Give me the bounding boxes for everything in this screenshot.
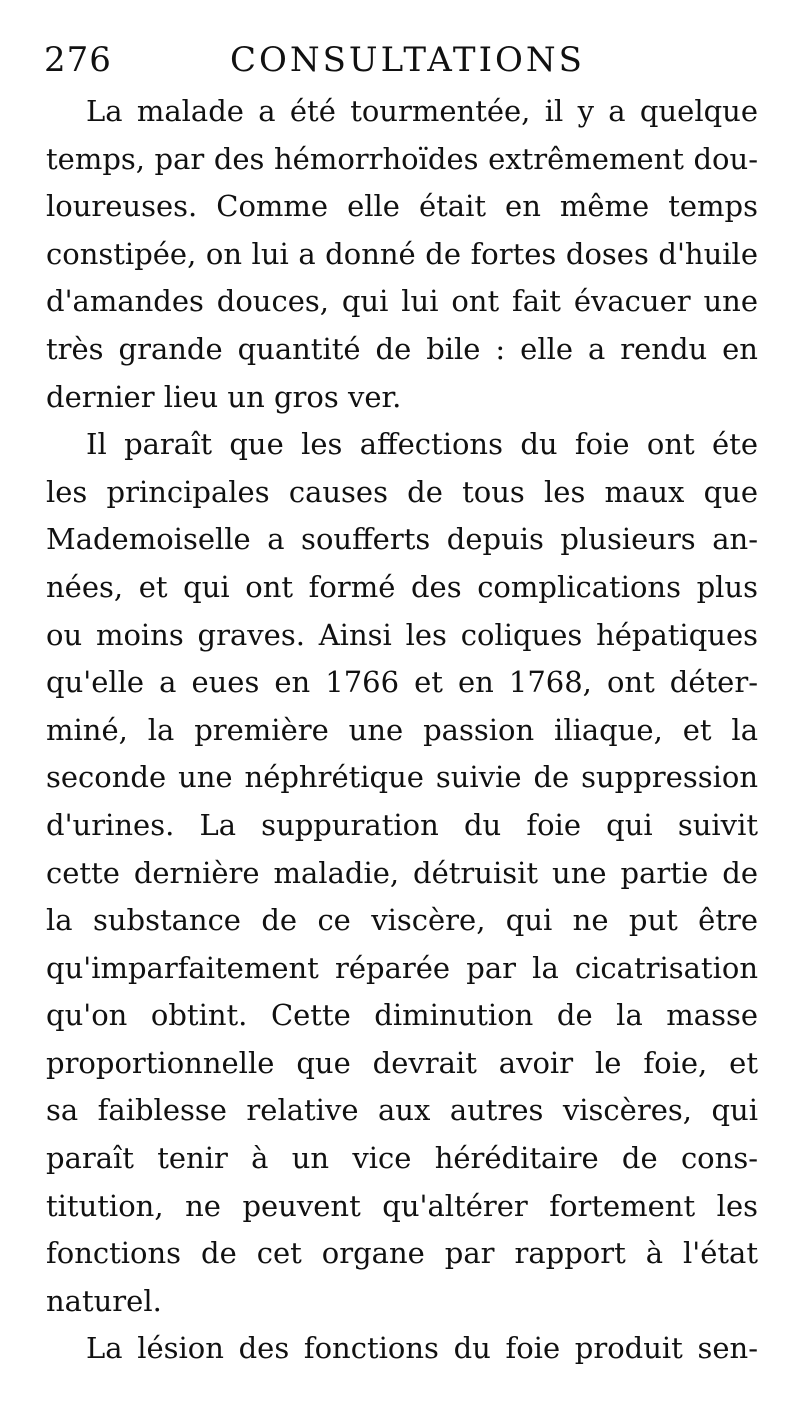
text-line: paraît tenir à un vice héréditaire de cons- xyxy=(46,1141,758,1176)
text-line: sa faiblesse relative aux autres viscères, qui xyxy=(46,1093,758,1128)
text-line: très grande quantité de bile : elle a rendu en xyxy=(46,331,758,366)
text-line: ou moins graves. Ainsi les coliques hépatiques xyxy=(46,617,758,652)
running-title: CONSULTATIONS xyxy=(230,40,585,80)
text-line: les principales causes de tous les maux que xyxy=(46,474,758,509)
text-line: temps, par des hémorrhoïdes extrêmement dou- xyxy=(46,141,758,176)
text-line: qu'imparfaitement réparée par la cicatrisation xyxy=(46,950,758,985)
text-line: seconde une néphrétique suivie de suppression xyxy=(46,760,758,795)
page-number: 276 xyxy=(44,40,112,80)
body-text xyxy=(46,88,758,1373)
text-line: cette dernière maladie, détruisit une partie de xyxy=(46,855,758,890)
text-line: dernier lieu un gros ver. xyxy=(46,379,402,414)
text-line: Il paraît que les affections du foie ont éte xyxy=(86,427,758,462)
text-line: d'amandes douces, qui lui ont fait évacuer une xyxy=(46,284,758,319)
text-line: La lésion des fonctions du foie produit sen- xyxy=(86,1331,758,1366)
text-line: naturel. xyxy=(46,1283,162,1318)
text-line: d'urines. La suppuration du foie qui suivit xyxy=(46,807,758,842)
text-line: constipée, on lui a donné de fortes doses d'huile xyxy=(46,236,758,271)
text-line: fonctions de cet organe par rapport à l'état xyxy=(46,1236,758,1271)
text-line: nées, et qui ont formé des complications plus xyxy=(46,569,758,604)
text-line: la substance de ce viscère, qui ne put être xyxy=(46,903,758,938)
text-line: miné, la première une passion iliaque, et la xyxy=(46,712,758,747)
text-line: loureuses. Comme elle était en même temps xyxy=(46,189,758,224)
text-line: La malade a été tourmentée, il y a quelque xyxy=(86,94,758,128)
text-line: proportionnelle que devrait avoir le foie, et xyxy=(46,1045,758,1080)
text-line: qu'on obtint. Cette diminution de la masse xyxy=(46,998,758,1033)
page-header xyxy=(44,40,784,88)
text-line: titution, ne peuvent qu'altérer fortement les xyxy=(46,1188,758,1223)
text-line: Mademoiselle a soufferts depuis plusieurs an- xyxy=(46,522,758,557)
text-line: qu'elle a eues en 1766 et en 1768, ont déter- xyxy=(46,665,758,700)
